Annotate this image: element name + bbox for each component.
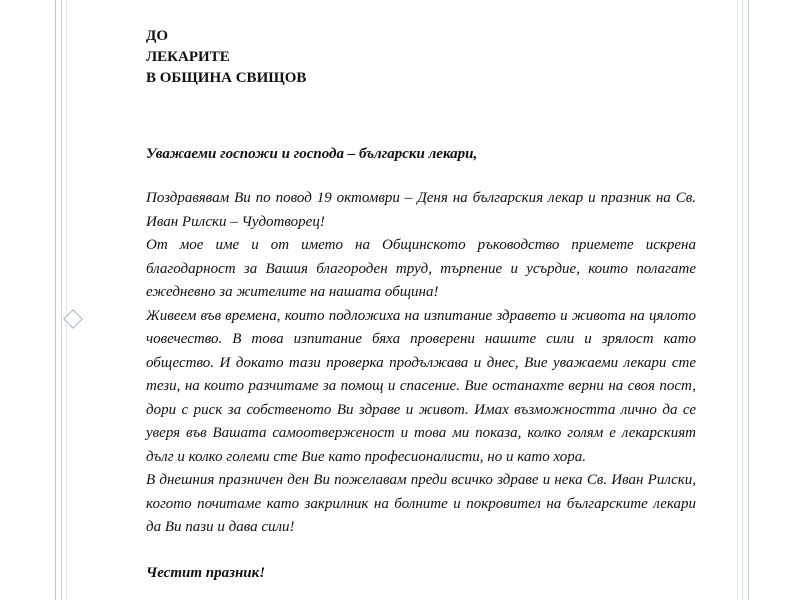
addressee-line-3: В ОБЩИНА СВИЩОВ xyxy=(146,70,307,86)
addressee-line-2: ЛЕКАРИТЕ xyxy=(146,49,230,65)
addressee-line-1: ДО xyxy=(146,28,168,44)
paragraph-2: От мое име и от името на Общинското ръководство приемете искрена благодарност за Вашия благороден труд, търпение и усърдие, които полагате ежедневно за жителите на нашата община! xyxy=(146,237,696,300)
paragraph-1: Поздравявам Ви по повод 19 октомври – Деня на българския лекар и празник на Св. Иван Рилски – Чудотворец! xyxy=(146,190,696,230)
letter xyxy=(146,26,696,584)
addressee-block xyxy=(146,26,696,89)
paragraph-4: В днешния празничен ден Ви пожелавам преди всичко здраве и нека Св. Иван Рилски, когото почитаме като закрилник на болните и покровител на българските лекари да Ви пази и дава сили! xyxy=(146,472,696,535)
greeting: Уважаеми госпожи и господа – български лекари, xyxy=(146,146,478,162)
letter-body xyxy=(146,187,696,540)
paragraph-3: Живеем във времена, които подложиха на изпитание здравето и живота на цялото човечество. В това изпитание бяха проверени нашите сили и зрялост като общество. И докато тази проверка продължава и днес, Вие уважаеми лекари сте тези, на които разчитаме за помощ и спасение. Вие останахте верни на своя пост, дори с риск за собственото Ви здраве и живот. Имах възможността лично да се уверя във Вашата самоотверженост и това ми показа, колко голям е лекарският дълг и колко големи сте Вие като професионалисти, но и като хора. xyxy=(146,307,696,465)
closing: Честит празник! xyxy=(146,564,266,581)
